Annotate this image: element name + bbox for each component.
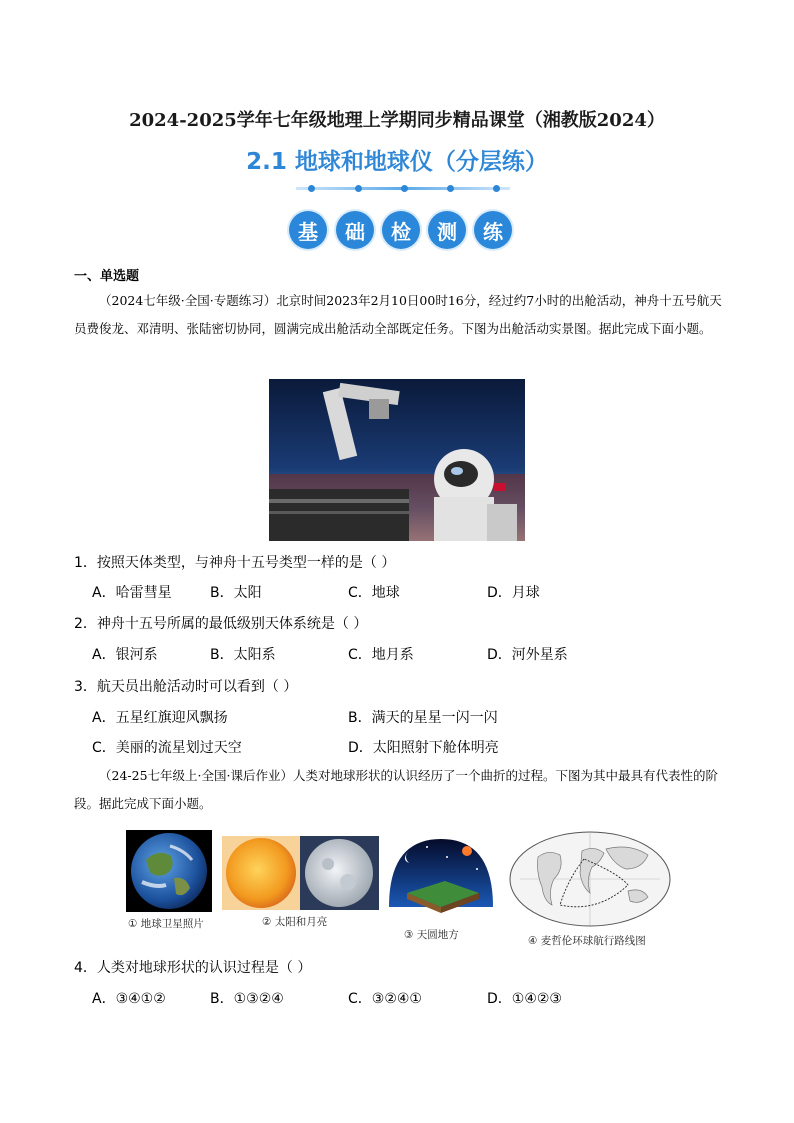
q3-option-c[interactable]: C．美丽的流星划过天空 bbox=[92, 740, 242, 756]
round-sky-square-earth-image bbox=[387, 835, 495, 917]
decorative-dot bbox=[447, 185, 454, 192]
q2-option-b[interactable]: B．太阳系 bbox=[210, 647, 276, 663]
question-3-stem: 3．航天员出舱活动时可以看到（ ） bbox=[74, 679, 298, 695]
q1-option-b[interactable]: B．太阳 bbox=[210, 585, 262, 601]
q3-option-d[interactable]: D．太阳照射下舱体明亮 bbox=[348, 740, 499, 756]
decorative-dot bbox=[308, 185, 315, 192]
q1-option-c[interactable]: C．地球 bbox=[348, 585, 400, 601]
badge-chu: 础 bbox=[336, 211, 374, 249]
q4-option-a[interactable]: A．③④①② bbox=[92, 991, 166, 1007]
q2-option-c[interactable]: C．地月系 bbox=[348, 647, 414, 663]
question-1-stem: 1．按照天体类型，与神舟十五号类型一样的是（ ） bbox=[74, 555, 396, 571]
badge-lian: 练 bbox=[474, 211, 512, 249]
q4-option-b[interactable]: B．①③②④ bbox=[210, 991, 284, 1007]
passage-1: （2024七年级·全国·专题练习）北京时间2023年2月10日00时16分，经过约7小时的出舱活动，神舟十五号航天员费俊龙、邓清明、张陆密切协同，圆满完成出舱活动全部既定任务。下图为出舱活动实景图。据此完成下面小题。 bbox=[74, 293, 722, 336]
sun-and-moon-image bbox=[222, 836, 379, 910]
caption-1: ① 地球卫星照片 bbox=[128, 918, 204, 930]
badge-jian: 检 bbox=[382, 211, 420, 249]
magellan-route-map bbox=[508, 829, 672, 929]
q3-option-a[interactable]: A．五星红旗迎风飘扬 bbox=[92, 710, 228, 726]
decorative-dot bbox=[493, 185, 500, 192]
decorative-dot bbox=[355, 185, 362, 192]
badge-ji: 基 bbox=[289, 211, 327, 249]
earth-satellite-photo bbox=[126, 830, 212, 912]
decorative-dot bbox=[401, 185, 408, 192]
section-heading: 一、单选题 bbox=[74, 269, 140, 284]
caption-4: ④ 麦哲伦环球航行路线图 bbox=[528, 935, 646, 947]
caption-3: ③ 天圆地方 bbox=[404, 929, 459, 941]
page-header-title: 2024-2025学年七年级地理上学期同步精品课堂（湘教版2024） bbox=[129, 110, 665, 131]
q3-option-b[interactable]: B．满天的星星一闪一闪 bbox=[348, 710, 498, 726]
passage-2: （24-25七年级上·全国·课后作业）人类对地球形状的认识经历了一个曲折的过程。下图为其中最具有代表性的阶段。据此完成下面小题。 bbox=[74, 768, 718, 811]
badge-ce: 测 bbox=[428, 211, 466, 249]
question-4-stem: 4．人类对地球形状的认识过程是（ ） bbox=[74, 960, 312, 976]
q1-option-a[interactable]: A．哈雷彗星 bbox=[92, 585, 172, 601]
caption-2: ② 太阳和月亮 bbox=[262, 916, 328, 928]
q1-option-d[interactable]: D．月球 bbox=[487, 585, 540, 601]
lesson-title: 2.1 地球和地球仪（分层练） bbox=[246, 149, 548, 175]
q4-option-c[interactable]: C．③②④① bbox=[348, 991, 422, 1007]
q2-option-a[interactable]: A．银河系 bbox=[92, 647, 158, 663]
q2-option-d[interactable]: D．河外星系 bbox=[487, 647, 568, 663]
question-2-stem: 2．神舟十五号所属的最低级别天体系统是（ ） bbox=[74, 616, 368, 632]
q4-option-d[interactable]: D．①④②③ bbox=[487, 991, 562, 1007]
spacewalk-photo bbox=[269, 379, 525, 541]
